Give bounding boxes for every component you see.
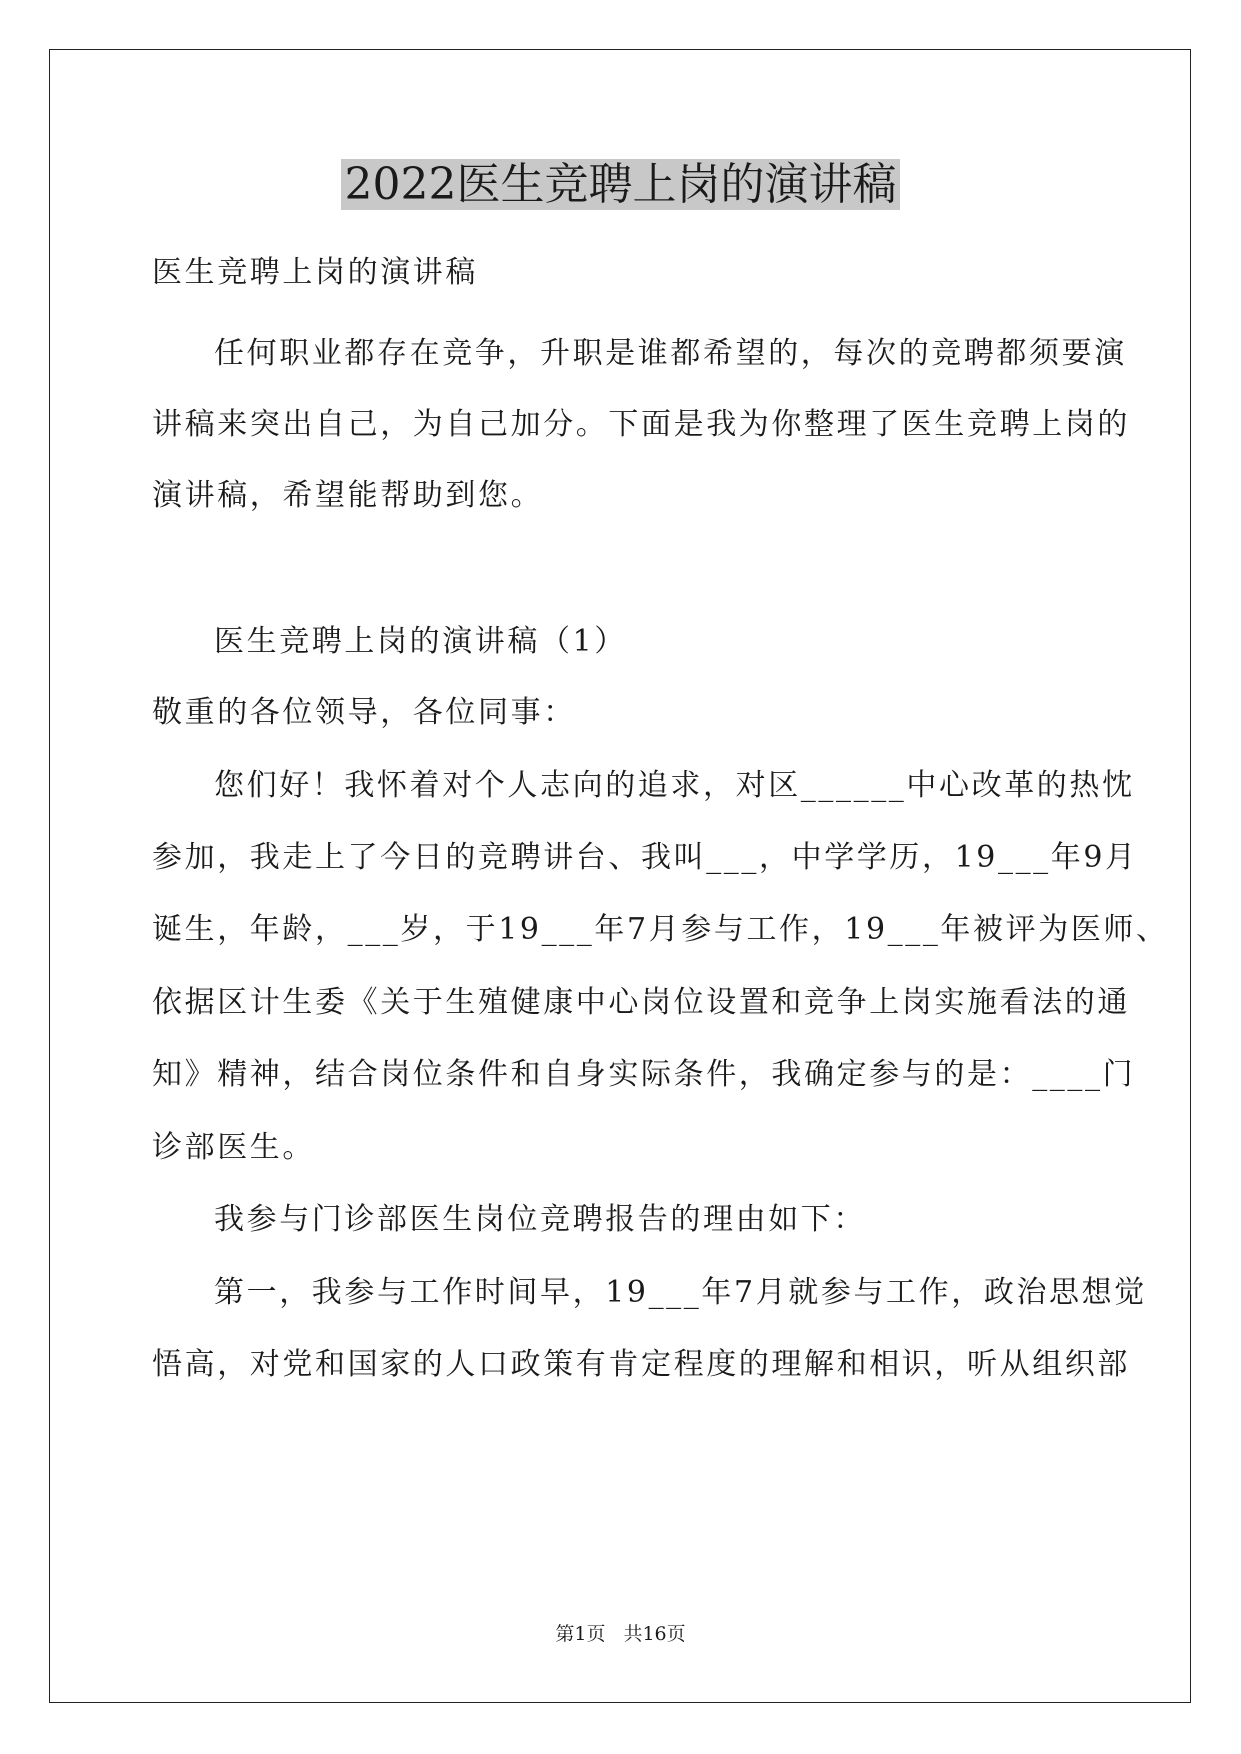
body-line-1: 您们好！我怀着对个人志向的追求，对区______中心改革的热忱	[214, 768, 1135, 803]
section-heading: 医生竞聘上岗的演讲稿（1）	[214, 624, 627, 659]
subtitle-line: 医生竞聘上岗的演讲稿	[152, 255, 478, 290]
page-footer	[0, 1620, 1241, 1648]
intro-line-3: 演讲稿，希望能帮助到您。	[152, 478, 544, 513]
intro-line-2: 讲稿来突出自己，为自己加分。下面是我为你整理了医生竞聘上岗的	[152, 407, 1130, 442]
page-total: 共16页	[623, 1623, 686, 1645]
body-line-4: 依据区计生委《关于生殖健康中心岗位设置和竞争上岗实施看法的通	[152, 985, 1130, 1020]
salutation-line: 敬重的各位领导，各位同事：	[152, 695, 576, 730]
document-title-text: 2022医生竞聘上岗的演讲稿	[341, 159, 901, 210]
reason-line-1: 第一，我参与工作时间早，19___年7月就参与工作，政治思想觉	[214, 1275, 1147, 1310]
intro-line-1: 任何职业都存在竞争，升职是谁都希望的，每次的竞聘都须要演	[214, 336, 1127, 371]
document-title	[0, 155, 1241, 215]
body-line-5: 知》精神，结合岗位条件和自身实际条件，我确定参与的是：____门	[152, 1057, 1136, 1092]
body-line-2: 参加，我走上了今日的竞聘讲台、我叫___，中学学历，19___年9月	[152, 840, 1138, 875]
page-number: 第1页	[555, 1623, 606, 1645]
reason-line-2: 悟高，对党和国家的人口政策有肯定程度的理解和相识，听从组织部	[152, 1347, 1130, 1382]
reasons-intro-line: 我参与门诊部医生岗位竞聘报告的理由如下：	[214, 1202, 866, 1237]
body-line-6: 诊部医生。	[152, 1130, 315, 1165]
body-line-3: 诞生，年龄，___岁，于19___年7月参与工作，19___年被评为医师、	[152, 912, 1169, 947]
